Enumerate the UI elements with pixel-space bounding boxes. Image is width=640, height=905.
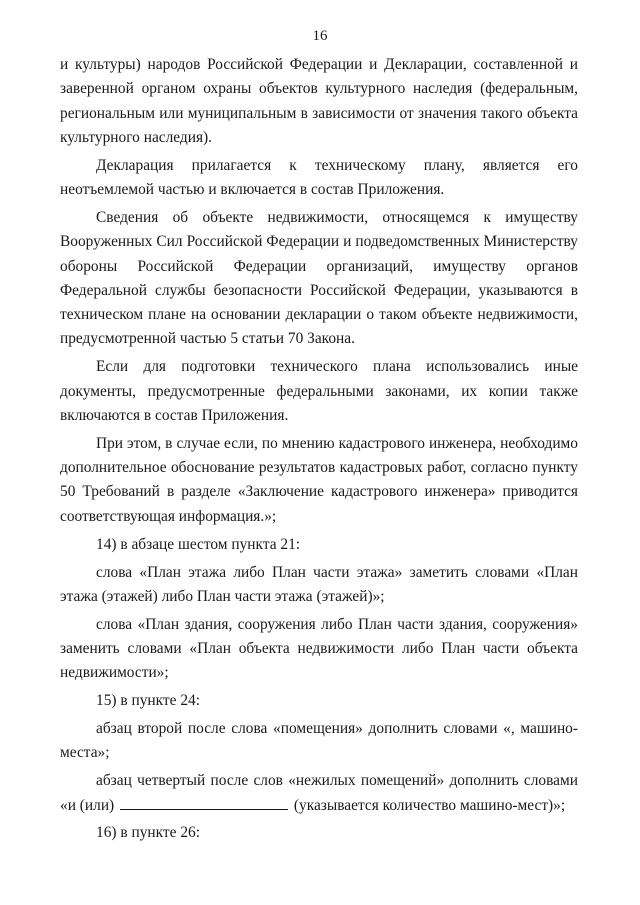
paragraph-with-blank: [60, 769, 578, 818]
blank-paragraph-before: абзац четвертый после слов «нежилых помещений» дополнить словами «и (или): [60, 772, 578, 814]
blank-paragraph-after: (указывается количество машино-мест)»;: [293, 796, 566, 814]
paragraph: 16) в пункте 26:: [96, 824, 200, 842]
paragraph: слова «План здания, сооружения либо План части здания, сооружения» заменить словами «План объекта недвижимости либо План части объекта недвижимости»;: [60, 615, 578, 682]
paragraph: Декларация прилагается к техническому плану, является его неотъемлемой частью и включается в состав Приложения.: [60, 156, 578, 199]
paragraph: и культуры) народов Российской Федерации и Декларации, составленной и заверенной органом охраны объектов культурного наследия (федеральным, региональным или муниципальным в зависимости от значения такого объекта культурного наследия).: [60, 56, 578, 146]
paragraph: слова «План этажа либо План части этажа» заметить словами «План этажа (этажей) либо План части этажа (этажей)»;: [60, 563, 578, 605]
paragraph: абзац второй после слова «помещения» дополнить словами «, машино-места»;: [60, 720, 578, 762]
paragraph: Сведения об объекте недвижимости, относящемся к имуществу Вооруженных Сил Российской Федерации и подведомственных Министерству обороны Российской Федерации организаций, имуществу органов Федеральной службы безопасности Российской Федерации, указываются в техническом плане на основании декларации о таком объекте недвижимости, предусмотренной частью 5 статьи 70 Закона.: [60, 208, 578, 348]
fill-in-blank-line: [120, 795, 288, 810]
paragraph: При этом, в случае если, по мнению кадастрового инженера, необходимо дополнительное обоснование результатов кадастровых работ, согласно пункту 50 Требований в разделе «Заключение кадастрового инженера» приводится соответствующая информация.»;: [60, 434, 578, 525]
paragraph: Если для подготовки технического плана использовались иные документы, предусмотренные федеральными законами, их копии также включаются в состав Приложения.: [60, 358, 578, 424]
document-body: [60, 53, 578, 849]
page-number: 16: [312, 28, 328, 44]
paragraph: 15) в пункте 24:: [96, 692, 200, 710]
paragraph: 14) в абзаце шестом пункта 21:: [96, 535, 301, 553]
